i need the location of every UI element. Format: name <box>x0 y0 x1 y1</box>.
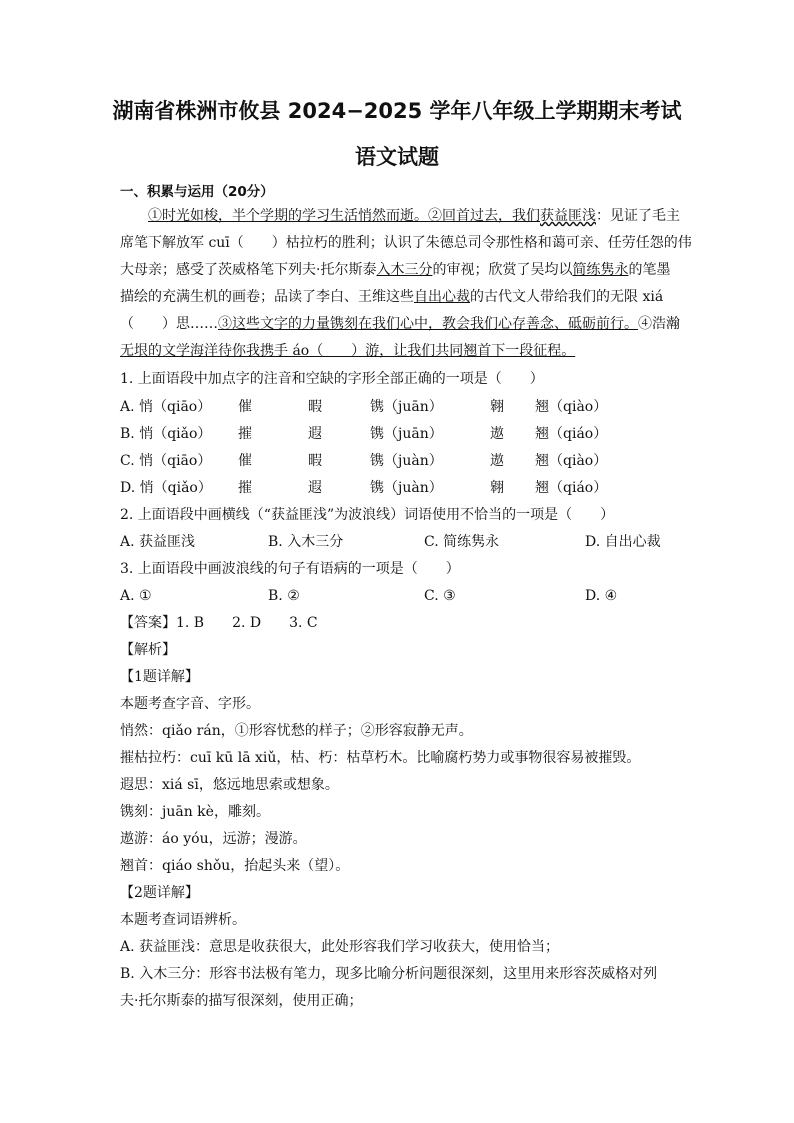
detail-2-label: 【2题详解】 <box>120 885 199 901</box>
question-1-option-a-cell: 翱 <box>490 399 504 415</box>
detail-2-line: 夫·托尔斯泰的描写很深刻，使用正确； <box>120 993 363 1009</box>
question-1-option-c-cell: 镌（juàn） <box>370 453 443 469</box>
underlined-phrase: 简练隽永 <box>572 262 629 278</box>
document-subtitle: 语文试题 <box>355 145 439 169</box>
question-1-option-a-cell: 镌（juān） <box>370 399 443 415</box>
question-3-option-b: B. ② <box>268 588 300 604</box>
detail-1-label: 【1题详解】 <box>120 669 199 685</box>
question-2-option-c: C. 简练隽永 <box>424 534 500 550</box>
question-1-option-b-cell: 遨 <box>490 426 504 442</box>
passage-sentence-1: ①时光如梭，半个学期的学习生活悄然而逝。②回首过去，我们 <box>148 208 540 224</box>
answer-items: 1. B 2. D 3. C <box>176 615 318 631</box>
question-1-option-b-cell: B. 悄（qiǎo） <box>120 426 212 442</box>
question-3-stem: 3. 上面语段中画波浪线的句子有语病的一项是（ ） <box>120 561 460 577</box>
detail-2-intro: 本题考查词语辨析。 <box>120 912 246 928</box>
detail-1-line: 摧枯拉朽：cuī kū lā xiǔ，枯、朽：枯草朽木。比喻腐朽势力或事物很容易被摧毁。 <box>120 750 641 766</box>
detail-1-line: 遐思：xiá sī，悠远地思索或想象。 <box>120 777 339 793</box>
passage-line-4 <box>120 287 663 307</box>
question-1-option-d-cell: 摧 <box>238 480 252 496</box>
question-1-option-a-cell: 翘（qiào） <box>535 399 608 415</box>
detail-1-line: 遨游：áo yóu，远游；漫游。 <box>120 831 307 847</box>
question-3-option-c: C. ③ <box>424 588 456 604</box>
document-title: 湖南省株洲市攸县 2024−2025 学年八年级上学期期末考试 <box>112 99 682 123</box>
question-1-option-d-cell: 镌（juàn） <box>370 480 443 496</box>
underlined-sentence: ③这些文字的力量镌刻在我们心中，教会我们心存善念、砥砺前行。 <box>218 316 638 332</box>
passage-text: 的审视；欣赏了吴均以 <box>432 262 573 278</box>
question-1-option-d-cell: 翱 <box>490 480 504 496</box>
question-1-option-c-cell: 翘（qiào） <box>535 453 608 469</box>
passage-text: 描绘的充满生机的画卷；品读了李白、王维这些 <box>120 289 414 305</box>
question-3-option-a: A. ① <box>120 588 152 604</box>
question-1-option-a-cell: 催 <box>238 399 252 415</box>
question-2-stem: 2. 上面语段中画横线（“获益匪浅”为波浪线）词语使用不恰当的一项是（ ） <box>120 507 615 523</box>
question-3-option-d: D. ④ <box>585 588 618 604</box>
analysis-label: 【解析】 <box>120 642 176 658</box>
detail-2-line: B. 入木三分：形容书法极有笔力，现多比喻分析问题很深刻，这里用来形容茨威格对列 <box>120 966 658 982</box>
question-1-option-b-cell: 遐 <box>308 426 322 442</box>
question-1-stem: 1. 上面语段中加点字的注音和空缺的字形全部正确的一项是（ ） <box>120 371 544 387</box>
passage-text: 的笔墨 <box>628 262 671 278</box>
question-2-option-d: D. 自出心裁 <box>585 534 661 550</box>
question-1-option-c-cell: 遨 <box>490 453 504 469</box>
passage-line-5 <box>120 314 680 334</box>
underlined-phrase: 入木三分 <box>376 262 433 278</box>
question-1-option-b-cell: 镌（juān） <box>370 426 443 442</box>
question-1-option-a-cell: 暇 <box>308 399 322 415</box>
underlined-sentence: 无垠的文学海洋待你我携手 áo（ ）游，让我们共同翘首下一段征程。 <box>120 343 576 359</box>
passage-line-3 <box>120 260 670 280</box>
detail-1-line: 悄然：qiǎo rán，①形容忧愁的样子；②形容寂静无声。 <box>120 723 473 739</box>
detail-2-line: A. 获益匪浅：意思是收获很大，此处形容我们学习收获大，使用恰当； <box>120 939 560 955</box>
passage-text: ④浩瀚 <box>638 316 680 332</box>
question-2-option-b: B. 入木三分 <box>268 534 344 550</box>
question-1-option-b-cell: 摧 <box>238 426 252 442</box>
passage-text: （ ）思…… <box>120 316 218 332</box>
section-heading: 一、积累与运用（20分） <box>120 184 274 200</box>
question-1-option-b-cell: 翘（qiáo） <box>535 426 608 442</box>
underlined-phrase: 自出心裁 <box>414 289 470 305</box>
detail-1-line: 镌刻：juān kè，雕刻。 <box>120 804 270 820</box>
passage-line-2: 席笔下解放军 cuī（ ）枯拉朽的胜利；认识了朱德总司令那性格和蔼可亲、任劳任怨的伟 <box>120 235 692 251</box>
detail-1-line: 翘首：qiáo shǒu，抬起头来（望）。 <box>120 858 350 874</box>
answer-label: 【答案】 <box>120 615 176 631</box>
question-1-option-c-cell: C. 悄（qiāo） <box>120 453 212 469</box>
detail-1-intro: 本题考查字音、字形。 <box>120 696 260 712</box>
answer-line <box>120 613 318 633</box>
question-1-option-d-cell: 遐 <box>308 480 322 496</box>
question-1-option-d-cell: D. 悄（qiǎo） <box>120 480 212 496</box>
question-2-option-a: A. 获益匪浅 <box>120 534 196 550</box>
passage-text: ：见证了毛主 <box>596 208 680 224</box>
question-1-option-a-cell: A. 悄（qiāo） <box>120 399 212 415</box>
wavy-phrase: 获益匪浅 <box>540 208 596 224</box>
passage-text: 的古代文人带给我们的无限 xiá <box>470 289 664 305</box>
question-1-option-c-cell: 暇 <box>308 453 322 469</box>
question-1-option-c-cell: 催 <box>238 453 252 469</box>
passage-text: 大母亲；感受了茨威格笔下列夫·托尔斯泰 <box>120 262 377 278</box>
passage-line-1 <box>148 206 680 226</box>
question-1-option-d-cell: 翘（qiáo） <box>535 480 608 496</box>
passage-line-6 <box>120 341 575 361</box>
